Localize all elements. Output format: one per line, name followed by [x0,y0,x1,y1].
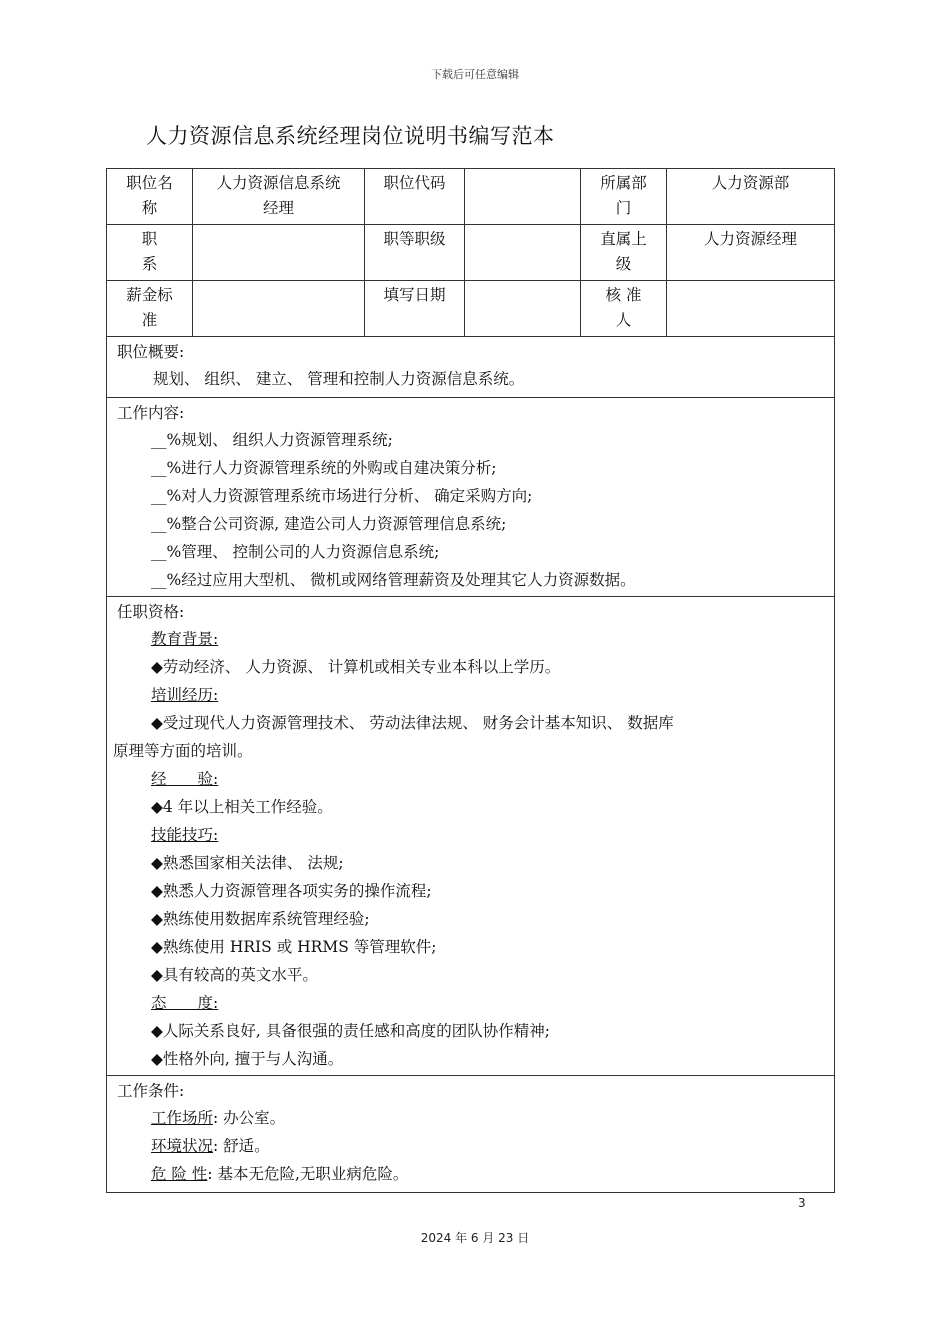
value-salary-standard [193,281,365,337]
summary-row [107,337,835,398]
conditions-row [107,1076,835,1193]
work-item: __%管理、 控制公司的人力资源信息系统; [151,543,440,561]
label-position-code: 职位代码 [365,169,465,225]
condition-risk: 危 险 性: 基本无危险,无职业病危险。 [151,1165,409,1183]
training-item-cont: 原理等方面的培训。 [113,742,253,760]
label-direct-supervisor: 直属上 级 [581,225,667,281]
training-item: ◆受过现代人力资源管理技术、 劳动法律法规、 财务会计基本知识、 数据库 [151,714,674,732]
work-item: __%经过应用大型机、 微机或网络管理薪资及处理其它人力资源数据。 [151,571,636,589]
experience-label: 经 验: [151,770,219,788]
work-item: __%规划、 组织人力资源管理系统; [151,431,393,449]
value-job-series [193,225,365,281]
education-label: 教育背景: [151,630,219,648]
skills-item: ◆熟练使用 HRIS 或 HRMS 等管理软件; [151,938,437,956]
label-grade-level: 职等职级 [365,225,465,281]
label-salary-standard: 薪金标 准 [107,281,193,337]
training-label: 培训经历: [151,686,219,704]
work-item: __%对人力资源管理系统市场进行分析、 确定采购方向; [151,487,533,505]
qualifications-row [107,597,835,1076]
label-department: 所属部 门 [581,169,667,225]
footer-date: 2024 年 6 月 23 日 [420,1231,530,1245]
skills-item: ◆熟练使用数据库系统管理经验; [151,910,370,928]
work-content-row [107,398,835,597]
conditions-section [107,1076,835,1193]
label-fill-date: 填写日期 [365,281,465,337]
education-item: ◆劳动经济、 人力资源、 计算机或相关专业本科以上学历。 [151,658,561,676]
work-item: __%整合公司资源, 建造公司人力资源管理信息系统; [151,515,507,533]
label-job-series: 职 系 [107,225,193,281]
value-position-name: 人力资源信息系统 经理 [193,169,365,225]
experience-item: ◆4 年以上相关工作经验。 [151,798,333,816]
work-content-section [107,398,835,597]
attitude-label: 态 度: [151,994,219,1012]
condition-environment: 环境状况: 舒适。 [151,1137,270,1155]
skills-item: ◆熟悉人力资源管理各项实务的操作流程; [151,882,432,900]
summary-title: 职位概要: [117,343,185,361]
value-position-code [465,169,581,225]
header-note: 下载后可任意编辑 [431,68,519,81]
condition-place: 工作场所: 办公室。 [151,1109,286,1127]
document-title: 人力资源信息系统经理岗位说明书编写范本 [146,124,555,148]
skills-label: 技能技巧: [151,826,219,844]
value-department: 人力资源部 [667,169,835,225]
attitude-item: ◆人际关系良好, 具备很强的责任感和高度的团队协作精神; [151,1022,550,1040]
summary-section [107,337,835,398]
label-position-name: 职位名 称 [107,169,193,225]
summary-text: 规划、 组织、 建立、 管理和控制人力资源信息系统。 [153,370,525,388]
job-description-table [106,168,835,1193]
skills-item: ◆熟悉国家相关法律、 法规; [151,854,344,872]
qualifications-title: 任职资格: [117,603,185,621]
info-row-1 [107,169,835,225]
work-content-title: 工作内容: [117,404,185,422]
label-approver: 核 准 人 [581,281,667,337]
value-approver [667,281,835,337]
work-item: __%进行人力资源管理系统的外购或自建决策分析; [151,459,497,477]
info-row-3 [107,281,835,337]
attitude-item: ◆性格外向, 擅于与人沟通。 [151,1050,344,1068]
value-direct-supervisor: 人力资源经理 [667,225,835,281]
page-number: 3 [798,1196,806,1210]
skills-item: ◆具有较高的英文水平。 [151,966,318,984]
conditions-title: 工作条件: [117,1082,185,1100]
qualifications-section [107,597,835,1076]
value-fill-date [465,281,581,337]
value-grade-level [465,225,581,281]
info-row-2 [107,225,835,281]
